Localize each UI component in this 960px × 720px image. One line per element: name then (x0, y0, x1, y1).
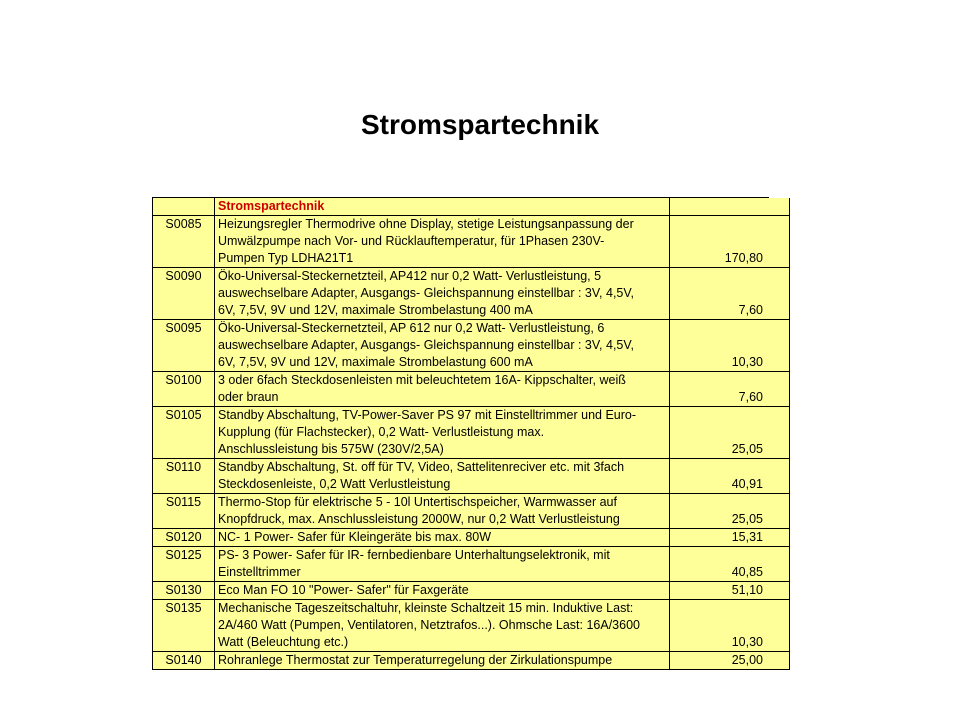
item-code: S0090 (153, 268, 215, 320)
description-line: Kupplung (für Flachstecker), 0,2 Watt- Verlustleistung max. (218, 425, 545, 439)
table-row (153, 268, 790, 320)
table-row (153, 459, 790, 494)
item-description (215, 582, 670, 600)
item-code: S0130 (153, 582, 215, 600)
item-code: S0110 (153, 459, 215, 494)
item-price: 40,85 (670, 547, 790, 582)
description-line: auswechselbare Adapter, Ausgangs- Gleichspannung einstellbar : 3V, 4,5V, (218, 286, 635, 300)
description-line: Standby Abschaltung, St. off für TV, Video, Sattelitenreciver etc. mit 3fach (218, 460, 625, 474)
description-line: Mechanische Tageszeitschaltuhr, kleinste Schaltzeit 15 min. Induktive Last: (218, 601, 634, 615)
item-code: S0105 (153, 407, 215, 459)
header-empty-cell (153, 198, 215, 216)
item-price: 7,60 (670, 268, 790, 320)
item-description (215, 216, 670, 268)
item-price: 15,31 (670, 529, 790, 547)
table-row (153, 494, 790, 529)
item-description (215, 494, 670, 529)
item-price: 25,00 (670, 652, 790, 670)
description-line: Rohranlege Thermostat zur Temperaturregelung der Zirkulationspumpe (218, 653, 613, 667)
item-description (215, 547, 670, 582)
item-price: 7,60 (670, 372, 790, 407)
table-row (153, 600, 790, 652)
table-header-row (153, 198, 790, 216)
item-code: S0095 (153, 320, 215, 372)
table-row (153, 216, 790, 268)
description-line: Umwälzpumpe nach Vor- und Rücklauftemperatur, für 1Phasen 230V- (218, 234, 605, 248)
item-price: 10,30 (670, 600, 790, 652)
table-row (153, 407, 790, 459)
table-row (153, 320, 790, 372)
description-line: Watt (Beleuchtung etc.) (218, 635, 349, 649)
item-code: S0140 (153, 652, 215, 670)
item-description (215, 459, 670, 494)
description-line: Einstelltrimmer (218, 565, 301, 579)
item-price: 40,91 (670, 459, 790, 494)
item-description (215, 407, 670, 459)
table-row (153, 529, 790, 547)
item-description (215, 600, 670, 652)
item-code: S0120 (153, 529, 215, 547)
item-code: S0085 (153, 216, 215, 268)
item-description (215, 652, 670, 670)
item-code: S0100 (153, 372, 215, 407)
description-line: oder braun (218, 390, 279, 404)
description-line: 2A/460 Watt (Pumpen, Ventilatoren, Netztrafos...). Ohmsche Last: 16A/3600 (218, 618, 640, 632)
item-description (215, 320, 670, 372)
page-title: Stromspartechnik (360, 109, 600, 140)
item-price: 10,30 (670, 320, 790, 372)
table-row (153, 372, 790, 407)
product-table (152, 197, 769, 670)
description-line: auswechselbare Adapter, Ausgangs- Gleichspannung einstellbar : 3V, 4,5V, (218, 338, 635, 352)
item-code: S0115 (153, 494, 215, 529)
description-line: NC- 1 Power- Safer für Kleingeräte bis max. 80W (218, 530, 492, 544)
item-description (215, 372, 670, 407)
item-description (215, 268, 670, 320)
description-line: Thermo-Stop für elektrische 5 - 10l Untertischspeicher, Warmwasser auf (218, 495, 617, 509)
item-price: 25,05 (670, 407, 790, 459)
description-line: Pumpen Typ LDHA21T1 (218, 251, 354, 265)
table-row (153, 582, 790, 600)
description-line: 3 oder 6fach Steckdosenleisten mit beleuchtetem 16A- Kippschalter, weiß (218, 373, 626, 387)
description-line: 6V, 7,5V, 9V und 12V, maximale Strombelastung 600 mA (218, 355, 533, 369)
description-line: Knopfdruck, max. Anschlussleistung 2000W, nur 0,2 Watt Verlustleistung (218, 512, 620, 526)
description-line: Standby Abschaltung, TV-Power-Saver PS 97 mit Einstelltrimmer und Euro- (218, 408, 637, 422)
description-line: Steckdosenleiste, 0,2 Watt Verlustleistung (218, 477, 451, 491)
item-description (215, 529, 670, 547)
header-price-cell (670, 198, 790, 216)
table-header-title: Stromspartechnik (215, 198, 670, 216)
description-line: Öko-Universal-Steckernetzteil, AP 612 nur 0,2 Watt- Verlustleistung, 6 (218, 321, 605, 335)
table-row (153, 652, 790, 670)
item-price: 25,05 (670, 494, 790, 529)
item-code: S0125 (153, 547, 215, 582)
description-line: PS- 3 Power- Safer für IR- fernbedienbare Unterhaltungselektronik, mit (218, 548, 610, 562)
item-price: 51,10 (670, 582, 790, 600)
description-line: Eco Man FO 10 "Power- Safer" für Faxgeräte (218, 583, 469, 597)
description-line: Heizungsregler Thermodrive ohne Display, stetige Leistungsanpassung der (218, 217, 634, 231)
table-row (153, 547, 790, 582)
item-code: S0135 (153, 600, 215, 652)
description-line: Anschlussleistung bis 575W (230V/2,5A) (218, 442, 444, 456)
description-line: 6V, 7,5V, 9V und 12V, maximale Strombelastung 400 mA (218, 303, 533, 317)
description-line: Öko-Universal-Steckernetzteil, AP412 nur 0,2 Watt- Verlustleistung, 5 (218, 269, 602, 283)
item-price: 170,80 (670, 216, 790, 268)
spreadsheet-grid (153, 198, 790, 670)
